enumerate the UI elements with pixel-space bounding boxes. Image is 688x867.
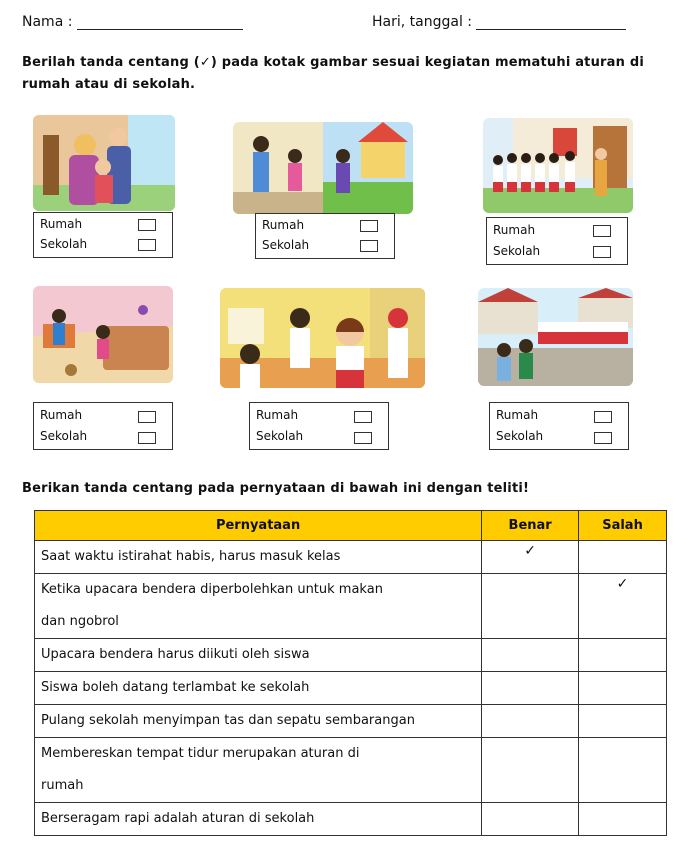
statement-cell: Siswa boleh datang terlambat ke sekolah [35,672,482,705]
option-label-school: Sekolah [256,429,304,443]
option-box-4 [33,402,173,450]
option-box-6 [489,402,629,450]
option-label-school: Sekolah [262,238,310,252]
column-header-statement: Pernyataan [35,511,482,541]
option-label-home: Rumah [496,408,539,422]
option-label-home: Rumah [40,408,83,422]
checkbox-home[interactable] [360,220,378,232]
false-cell[interactable] [579,705,667,738]
picture-bedroom-tidying [33,286,173,383]
true-cell[interactable] [482,639,579,672]
option-label-home: Rumah [493,223,536,237]
option-label-school: Sekolah [40,237,88,251]
date-label: Hari, tanggal : [372,14,473,30]
statement-line-1: Ketika upacara bendera diperbolehkan untuk makan [41,582,383,597]
checkbox-home[interactable] [138,219,156,231]
table-row [35,574,667,639]
checkbox-home[interactable] [354,411,372,423]
instruction-1: Berilah tanda centang (✓) pada kotak gambar sesuai kegiatan mematuhi aturan di rumah atau di sekolah. [22,55,644,92]
statement-cell: Pulang sekolah menyimpan tas dan sepatu sembarangan [35,705,482,738]
checkbox-school[interactable] [593,246,611,258]
table-row [35,803,667,836]
checkbox-school[interactable] [360,240,378,252]
true-cell[interactable] [482,574,579,639]
true-cell[interactable] [482,738,579,803]
table-row [35,738,667,803]
statement-cell: Saat waktu istirahat habis, harus masuk kelas [35,541,482,574]
table-row [35,541,667,574]
statement-line-1: Membereskan tempat tidur merupakan aturan di [41,746,360,761]
option-box-1 [33,212,173,258]
checkbox-school[interactable] [354,432,372,444]
false-cell[interactable] [579,672,667,705]
statement-line-2: dan ngobrol [41,614,119,629]
true-cell[interactable] [482,705,579,738]
true-cell[interactable] [482,672,579,705]
statement-table [34,510,667,836]
true-cell[interactable]: ✓ [482,541,579,574]
option-label-school: Sekolah [40,429,88,443]
name-field[interactable] [22,14,243,30]
date-field[interactable] [372,14,626,30]
instruction-2: Berikan tanda centang pada pernyataan di bawah ini dengan teliti! [22,481,530,496]
option-label-home: Rumah [256,408,299,422]
checkbox-school[interactable] [138,239,156,251]
checkbox-home[interactable] [138,411,156,423]
picture-classroom-students [220,288,425,388]
false-cell[interactable] [579,803,667,836]
checkbox-home[interactable] [593,225,611,237]
table-row [35,705,667,738]
picture-students-lining-up [483,118,633,213]
option-label-home: Rumah [40,217,83,231]
checkbox-school[interactable] [138,432,156,444]
option-label-school: Sekolah [496,429,544,443]
statement-cell: Berseragam rapi adalah aturan di sekolah [35,803,482,836]
picture-flag-ceremony [478,288,633,386]
false-cell[interactable] [579,541,667,574]
date-blank[interactable] [476,29,626,30]
checkbox-home[interactable] [594,411,612,423]
true-cell[interactable] [482,803,579,836]
table-header-row [35,511,667,541]
table-row [35,639,667,672]
false-cell[interactable] [579,639,667,672]
statement-cell [35,738,482,803]
false-cell[interactable]: ✓ [579,574,667,639]
option-box-3 [486,217,628,265]
column-header-false: Salah [579,511,667,541]
statement-cell: Upacara bendera harus diikuti oleh siswa [35,639,482,672]
false-cell[interactable] [579,738,667,803]
statement-line-2: rumah [41,778,84,793]
name-label: Nama : [22,14,73,30]
statement-cell [35,574,482,639]
option-box-2 [255,213,395,259]
checkbox-school[interactable] [594,432,612,444]
picture-family-greeting [33,115,175,211]
column-header-true: Benar [482,511,579,541]
table-row [35,672,667,705]
option-label-school: Sekolah [493,244,541,258]
name-blank[interactable] [77,29,243,30]
option-label-home: Rumah [262,218,305,232]
picture-children-cleaning [233,122,413,214]
option-box-5 [249,402,389,450]
